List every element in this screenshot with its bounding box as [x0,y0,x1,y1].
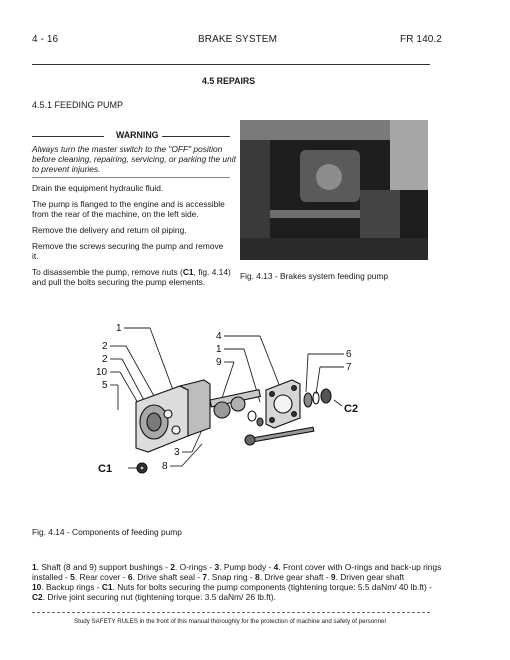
footer-note: Study SAFETY RULES in the front of this manual thoroughly for the protection of machine and safety of personnel [74,618,386,625]
leader-line [126,346,154,396]
leader-line [182,444,202,466]
warning-rule-bottom [32,177,230,178]
legend-ref: 9 [330,572,336,582]
legend-ref: 1 [32,562,37,572]
body-line-6: it. [32,251,39,261]
model-label: FR 140.2 [400,34,442,45]
label-c1: C1 [98,463,113,475]
body-line-7-b: , fig. 4.14) [193,267,231,277]
photo-right-light [390,120,428,190]
body-line-4: Remove the delivery and return oil piping. [32,225,187,235]
footer-rule [32,612,430,613]
front-cover-hole [292,386,297,391]
front-cover-hole [292,412,297,417]
page-number: 4 - 16 [32,34,59,45]
leader-line [150,328,176,398]
warning-line-3: to prevent injuries. [32,164,101,174]
legend-ref: 6 [127,572,133,582]
legend-text: . Drive joint securing nut (tightening torque: 3.5 daNm/ 26 lb.ft). [42,592,276,602]
leader-line [306,354,308,392]
legend-text: . Nuts for bolts securing the pump components (tightening torque: 5.5 daNm/ 40 lb.ft) - [112,582,432,592]
leader-line [316,367,320,394]
legend-text: . O-rings - [174,562,215,572]
label-5: 5 [102,380,108,391]
ref-c1: C1 [182,267,194,277]
label-7: 7 [346,362,352,373]
warning-rule-right [162,136,230,137]
rear-cover-hub [147,413,161,431]
legend-ref: 2 [170,562,175,572]
legend-text: . Drive shaft seal - [132,572,203,582]
legend-ref: 3 [214,562,220,572]
warning-label: WARNING [116,130,159,140]
legend-text: . Pump body - [219,562,274,572]
o-ring [248,411,256,421]
section-title: BRAKE SYSTEM [198,34,277,45]
legend-ref: 4 [273,562,279,572]
label-10: 10 [96,367,108,378]
securing-bolt-head [245,435,255,445]
label-3: 3 [174,447,180,458]
header-rule [32,64,430,65]
pump-photo [240,120,428,260]
label-2b: 2 [102,354,108,365]
photo-bottom-band [240,238,428,260]
legend-text: installed - [32,572,71,582]
nut-c2 [321,389,331,403]
body-line-7-a: To disassemble the pump, remove nuts ( [32,267,183,277]
bushing [257,418,263,426]
legend-text: . Snap ring - [207,572,256,582]
label-9: 9 [216,357,222,368]
driven-gear [214,402,230,418]
legend-text: . Driven gear shaft [335,572,405,582]
front-cover-hole [270,392,275,397]
legend-text: . Shaft (8 and 9) support bushings - [36,562,171,572]
legend-line-2 [32,572,404,582]
label-1-right: 1 [216,344,222,355]
warning-rule-left [32,136,104,137]
warning-line-1: Always turn the master switch to the "OFF" position [32,144,223,154]
bolt-hole [172,426,180,434]
legend-line-1 [32,562,441,572]
legend-ref: 7 [202,572,208,582]
drive-gear [231,397,245,411]
front-cover-hole [270,418,275,423]
body-line-3: from the rear of the machine, on the left side. [32,209,199,219]
legend-ref: C2 [32,592,43,602]
diagram-caption: Fig. 4.14 - Components of feeding pump [32,527,182,537]
nut-c1-hole [140,466,144,470]
body-line-7 [32,267,231,277]
photo-caption: Fig. 4.13 - Brakes system feeding pump [240,271,389,281]
legend-text: . Drive gear shaft - [259,572,331,582]
leader-line [260,336,282,392]
label-6: 6 [346,349,352,360]
legend-text: . Rear cover - [74,572,128,582]
subsection-title: 4.5.1 FEEDING PUMP [32,100,124,110]
legend-ref: 5 [70,572,75,582]
label-8: 8 [162,461,168,472]
photo-pump-hub [316,164,342,190]
legend-text: . Backup rings - [41,582,102,592]
body-line-2: The pump is flanged to the engine and is accessible [32,199,225,209]
legend-ref: C1 [101,582,113,592]
warning-line-2: before cleaning, repairing, servicing, or parking the unit [32,154,236,164]
page-title: 4.5 REPAIRS [202,76,256,86]
legend-line-4 [32,592,276,602]
label-c2: C2 [344,403,359,415]
legend-line-3 [32,582,432,592]
pump-exploded-diagram [84,318,374,478]
drive-shaft-seal [304,393,312,407]
body-line-8: and pull the bolts securing the pump elements. [32,277,206,287]
bolt-hole [164,410,172,418]
body-line-1: Drain the equipment hydraulic fluid. [32,183,164,193]
securing-bolt [252,427,314,442]
legend-text: . Front cover with O-rings and back-up rings [278,562,442,572]
label-2a: 2 [102,341,108,352]
legend-ref: 10 [32,582,42,592]
body-line-5: Remove the screws securing the pump and remove [32,241,224,251]
label-4: 4 [216,331,222,342]
label-1: 1 [116,323,122,334]
leader-line [334,400,342,406]
legend-ref: 8 [255,572,260,582]
front-cover-bore [274,395,292,413]
